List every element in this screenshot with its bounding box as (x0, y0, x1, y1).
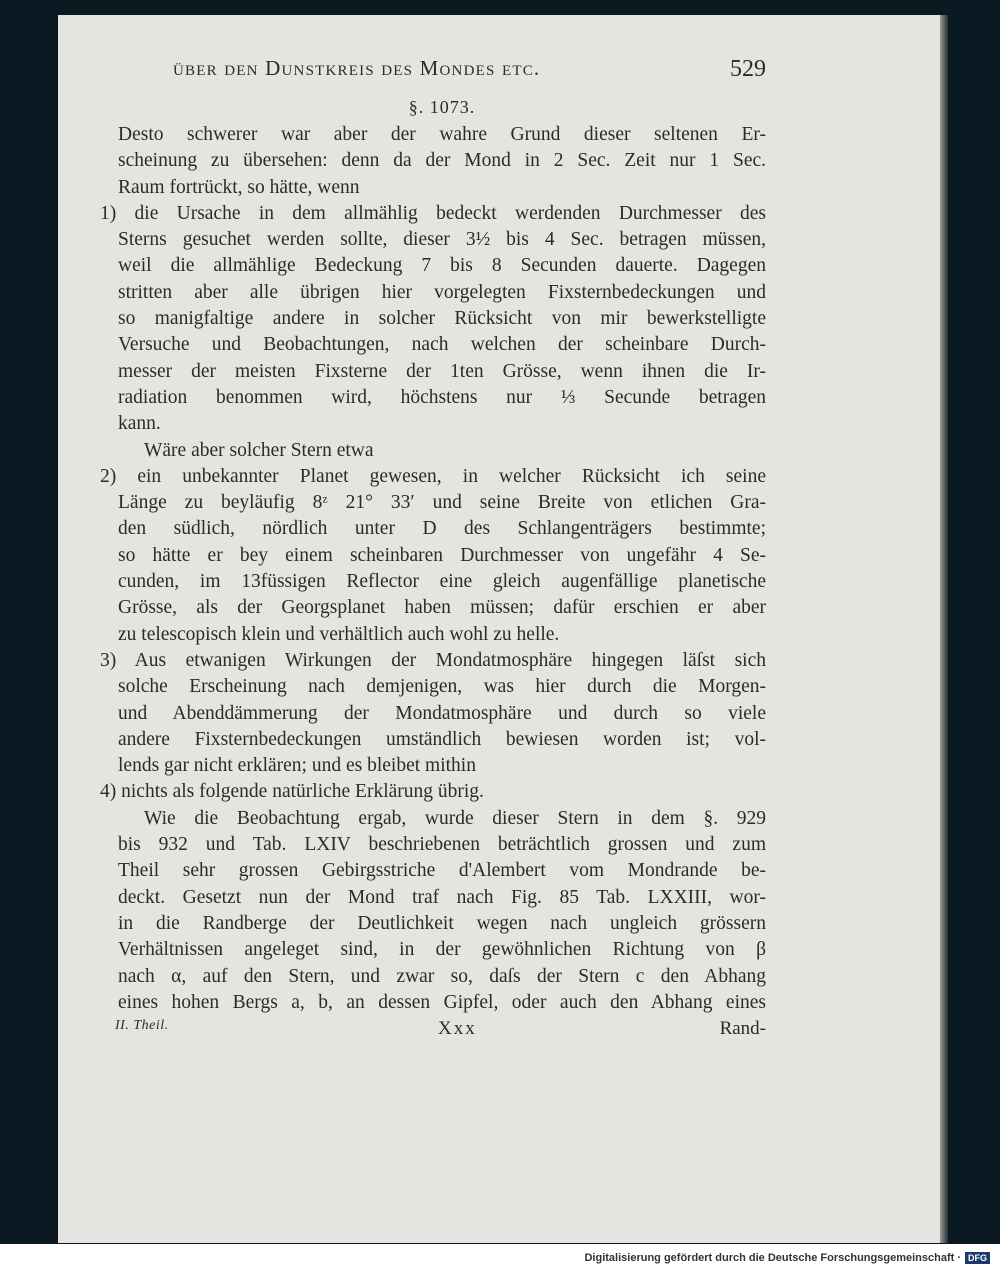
text-line: eines hohen Bergs a, b, an dessen Gipfel, oder auch den Abhang eines (118, 991, 766, 1013)
text-line: radiation benommen wird, höchstens nur ⅓ Secunde betragen (118, 386, 766, 408)
page-number: 529 (730, 56, 766, 82)
text-line: Versuche und Beobachtungen, nach welchen der scheinbare Durch- (118, 334, 766, 356)
catchword: Rand- (719, 1018, 766, 1040)
signature-mark: II. Theil. (115, 1018, 169, 1034)
text-line: scheinung zu übersehen: denn da der Mond in 2 Sec. Zeit nur 1 Sec. (118, 150, 766, 172)
text-line: so hätte er bey einem scheinbaren Durchmesser von ungefähr 4 Se- (118, 544, 766, 566)
page-edge-shadow (940, 15, 948, 1243)
text-line: Grösse, als der Georgsplanet haben müssen; dafür erschien er aber (118, 597, 766, 619)
text-line: nach α, auf den Stern, und zwar so, daſs der Stern c den Abhang (118, 965, 766, 987)
text-line: den südlich, nördlich unter D des Schlangenträgers bestimmte; (118, 518, 766, 540)
text-line: messer der meisten Fixsterne der 1ten Grösse, wenn ihnen die Ir- (118, 360, 766, 382)
text-line: stritten aber alle übrigen hier vorgelegten Fixsternbedeckungen und (118, 281, 766, 303)
text-line: bis 932 und Tab. LXIV beschriebenen beträchtlich grossen und zum (118, 834, 766, 856)
section-title: §. 1073. (408, 97, 476, 117)
text-line: andere Fixsternbedeckungen umständlich bewiesen worden ist; vol- (118, 728, 766, 750)
text-line: und Abenddämmerung der Mondatmosphäre und durch so viele (118, 702, 766, 724)
text-line: weil die allmählige Bedeckung 7 bis 8 Secunden dauerte. Dagegen (118, 255, 766, 277)
page-header (118, 56, 766, 92)
text-line: 1) die Ursache in dem allmählig bedeckt werdenden Durchmesser des (100, 202, 766, 224)
text-line: Verhältnissen angeleget sind, in der gewöhnlichen Richtung von β (118, 939, 766, 961)
text-line: Wie die Beobachtung ergab, wurde dieser Stern in dem §. 929 (144, 807, 766, 829)
text-line: Raum fortrückt, so hätte, wenn (118, 176, 360, 198)
running-head: über den Dunstkreis des Mondes etc. (173, 56, 541, 80)
text-line: 4) nichts als folgende natürliche Erklärung übrig. (100, 781, 484, 803)
text-line: deckt. Gesetzt nun der Mond traf nach Fig. 85 Tab. LXXIII, wor- (118, 886, 766, 908)
text-line: Desto schwerer war aber der wahre Grund dieser seltenen Er- (118, 124, 766, 145)
text-line: 2) ein unbekannter Planet gewesen, in welcher Rücksicht ich seine (100, 465, 766, 487)
text-line: so manigfaltige andere in solcher Rücksicht von mir bewerkstelligte (118, 308, 766, 330)
text-line: lends gar nicht erklären; und es bleibet mithin (118, 755, 476, 777)
text-line: kann. (118, 413, 161, 435)
catchword-center: Xxx (438, 1018, 477, 1040)
text-line: solche Erscheinung nach demjenigen, was hier durch die Morgen- (118, 676, 766, 698)
text-line: Sterns gesuchet werden sollte, dieser 3½ bis 4 Sec. betragen müssen, (118, 229, 766, 251)
page-footer (115, 1018, 766, 1046)
text-line: Länge zu beyläufig 8ᶻ 21° 33′ und seine Breite von etlichen Gra- (118, 492, 766, 514)
text-line: 3) Aus etwanigen Wirkungen der Mondatmosphäre hingegen läſst sich (100, 649, 766, 671)
dfg-logo-icon: DFG (965, 1252, 990, 1264)
text-line: Theil sehr grossen Gebirgsstriche d'Alembert vom Mondrande be- (118, 860, 766, 882)
digitization-credit (584, 1252, 990, 1264)
page-text-block (100, 56, 766, 1046)
text-line: zu telescopisch klein und verhältlich auch wohl zu helle. (118, 623, 560, 645)
text-line: Wäre aber solcher Stern etwa (144, 439, 374, 461)
text-line: cunden, im 13füssigen Reflector eine gleich augenfällige planetische (118, 571, 766, 593)
text-line: in die Randberge der Deutlichkeit wegen nach ungleich grössern (118, 912, 766, 934)
body-text (100, 122, 766, 1016)
credit-text: Digitalisierung gefördert durch die Deutsche Forschungsgemeinschaft · (584, 1252, 961, 1264)
